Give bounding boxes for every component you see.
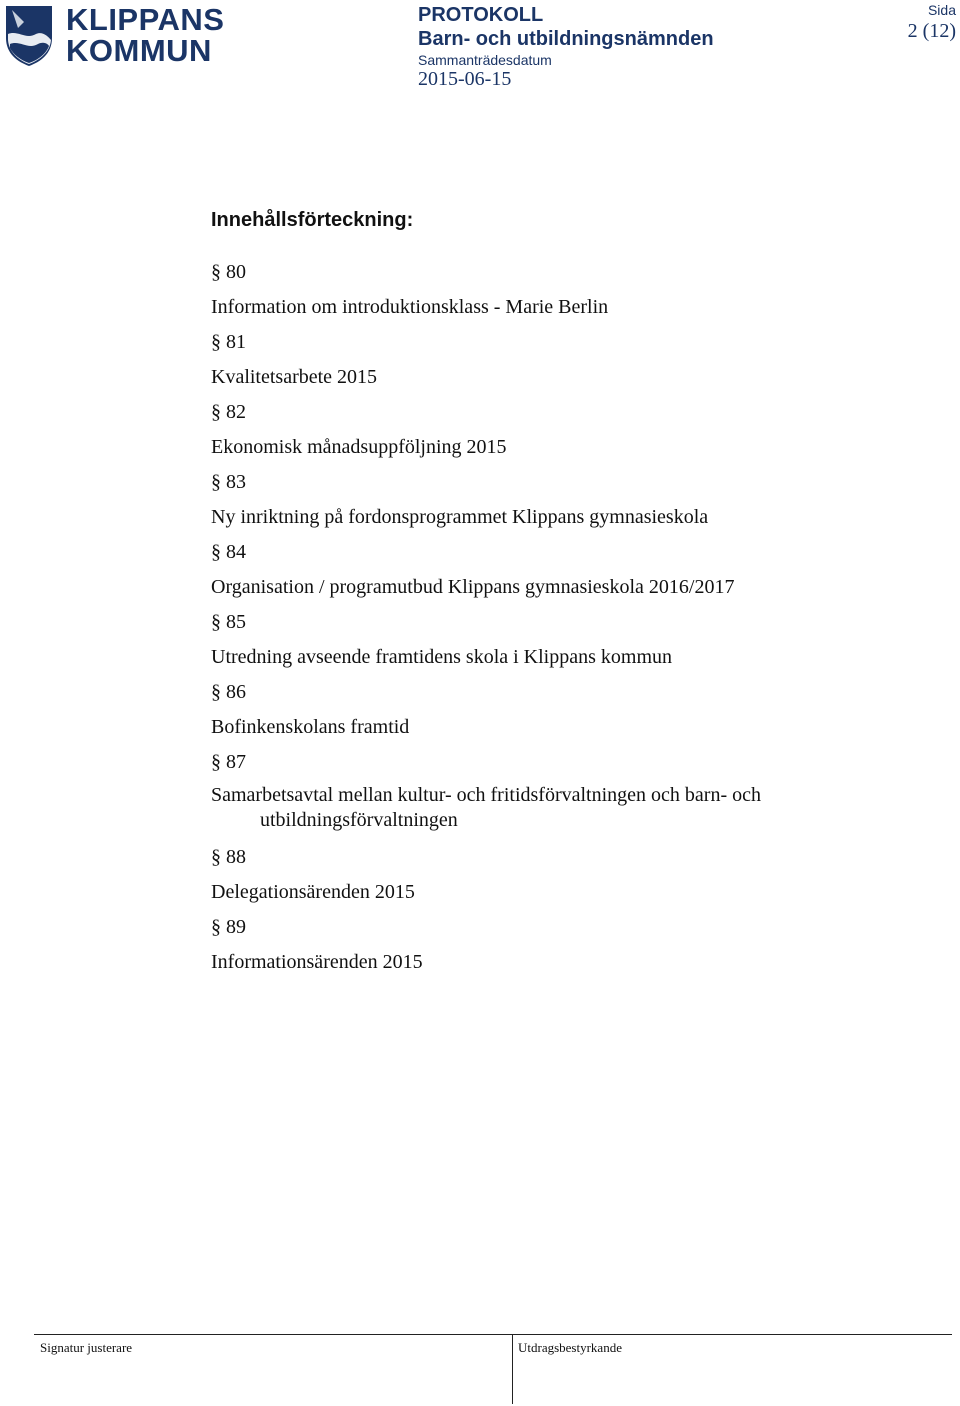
extract-certification-label: Utdragsbestyrkande [518,1340,622,1355]
footer-divider [34,1334,952,1335]
crest-icon [4,4,60,68]
footer-column-divider [512,1334,513,1404]
page-label: Sida [927,2,956,18]
toc-item [211,843,831,906]
toc-paragraph-number: § 83 [211,471,246,493]
toc-item [211,538,831,601]
toc-paragraph-number: § 81 [211,331,246,353]
toc-paragraph-number: § 82 [211,401,246,423]
toc-item-title: Organisation / programutbud Klippans gymnasieskola 2016/2017 [211,576,735,598]
toc-item [211,328,831,391]
toc-paragraph-number: § 86 [211,681,246,703]
toc-item-title: Informationsärenden 2015 [211,951,423,973]
toc-item [211,913,831,976]
meeting-date: 2015-06-15 [418,68,512,90]
toc-item-title: Ny inriktning på fordonsprogrammet Klippans gymnasieskola [211,506,709,528]
toc-item [211,398,831,461]
document-type: PROTOKOLL [418,4,544,26]
toc-item [211,678,831,741]
toc-item-title: Delegationsärenden 2015 [211,881,415,903]
toc-item-title: Utredning avseende framtidens skola i Klippans kommun [211,646,673,668]
toc-item-title: Samarbetsavtal mellan kultur- och fritidsförvaltningen och barn- och utbildningsförvaltningen [211,784,761,831]
toc-item-title: Kvalitetsarbete 2015 [211,366,378,388]
toc-title: Innehållsförteckning: [211,209,414,231]
toc-item [211,258,831,321]
toc-item [211,748,831,833]
toc-paragraph-number: § 85 [211,611,246,633]
toc-item [211,468,831,531]
toc-paragraph-number: § 89 [211,916,246,938]
page-number: 2 (12) [907,20,956,42]
toc-item-title: Bofinkenskolans framtid [211,716,410,738]
logo-wordmark [66,4,224,66]
table-of-contents [211,258,831,983]
toc-paragraph-number: § 88 [211,846,246,868]
committee-name: Barn- och utbildningsnämnden [418,28,714,50]
signature-field-label: Signatur justerare [40,1340,133,1355]
toc-paragraph-number: § 84 [211,541,246,563]
toc-item [211,608,831,671]
logo [4,2,225,68]
meeting-date-label: Sammanträdesdatum [418,52,552,68]
logo-line-1: KLIPPANS [66,2,225,37]
toc-paragraph-number: § 80 [211,261,246,283]
toc-paragraph-number: § 87 [211,751,246,773]
toc-item-title: Ekonomisk månadsuppföljning 2015 [211,436,507,458]
toc-item-title: Information om introduktionsklass - Marie Berlin [211,296,609,318]
logo-line-2: KOMMUN [66,33,212,68]
